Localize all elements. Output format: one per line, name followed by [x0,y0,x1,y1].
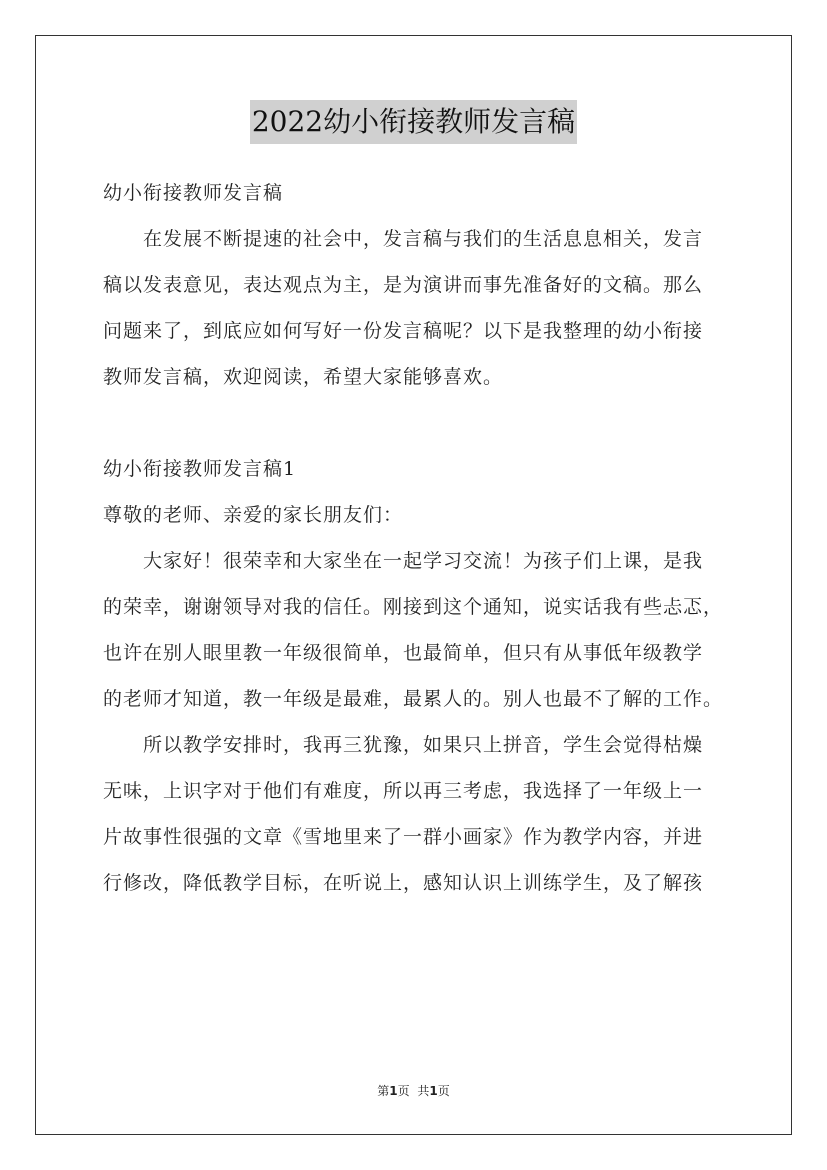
title-area [0,100,827,144]
para1-line-1: 大家好！很荣幸和大家坐在一起学习交流！为孩子们上课，是我 [143,550,704,572]
intro-line-1: 在发展不断提速的社会中，发言稿与我们的生活息息相关，发言 [143,228,704,250]
para2-line-1: 所以教学安排时，我再三犹豫，如果只上拼音，学生会觉得枯燥 [143,734,704,756]
para2-line-2: 无味，上识字对于他们有难度，所以再三考虑，我选择了一年级上一 [103,780,704,802]
document-body [103,170,733,906]
salutation: 尊敬的老师、亲爱的家长朋友们： [103,504,404,526]
para2-line-4: 行修改，降低教学目标，在听说上，感知认识上训练学生，及了解孩 [103,872,704,894]
intro-line-3: 问题来了，到底应如何写好一份发言稿呢？以下是我整理的幼小衔接 [103,320,704,342]
section-title: 幼小衔接教师发言稿1 [103,458,297,480]
document-title: 2022幼小衔接教师发言稿 [250,100,577,144]
total-unit: 页 [437,1084,450,1098]
page-unit: 页 [397,1084,410,1098]
intro-line-4: 教师发言稿，欢迎阅读，希望大家能够喜欢。 [103,366,504,388]
page-footer [0,1082,827,1099]
total-prefix: 共 [417,1084,430,1098]
para2-line-3: 片故事性很强的文章《雪地里来了一群小画家》作为教学内容，并进 [103,826,704,848]
para1-line-4: 的老师才知道，教一年级是最难，最累人的。别人也最不了解的工作。 [103,688,724,710]
intro-line-2: 稿以发表意见，表达观点为主，是为演讲而事先准备好的文稿。那么 [103,274,704,296]
total-pages: 1 [429,1084,438,1098]
page-number: 1 [389,1084,398,1098]
blank-line [103,400,733,446]
para1-line-3: 也许在别人眼里教一年级很简单，也最简单，但只有从事低年级教学 [103,642,704,664]
page-prefix: 第 [377,1084,390,1098]
para1-line-2: 的荣幸，谢谢领导对我的信任。刚接到这个通知，说实话我有些忐忑， [103,596,724,618]
subtitle: 幼小衔接教师发言稿 [103,182,284,204]
